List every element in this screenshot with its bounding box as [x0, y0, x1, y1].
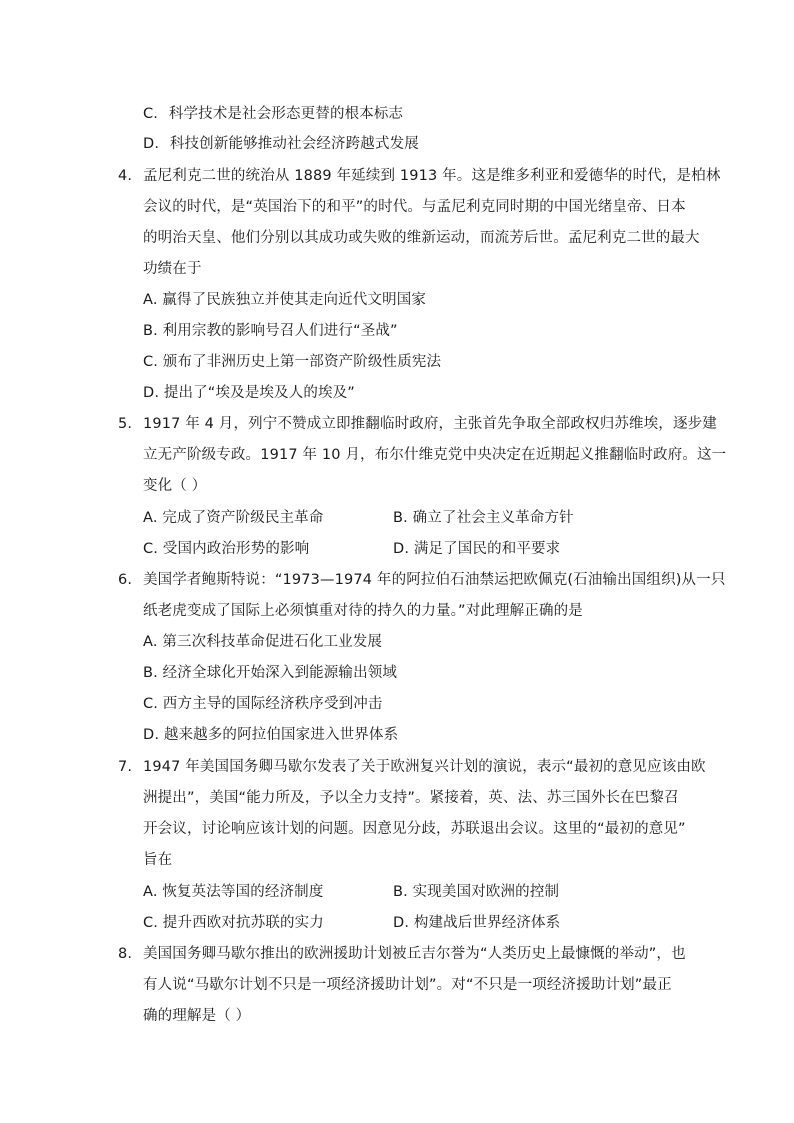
option-c: C. 提升西欧对抗苏联的实力: [143, 915, 324, 931]
question-stem-line: 美国国务卿马歇尔推出的欧洲援助计划被丘吉尔誉为“人类历史上最慷慨的举动”，也: [143, 946, 686, 962]
option-a: A. 恢复英法等国的经济制度: [143, 884, 324, 900]
option-c: C. 西方主导的国际经济秩序受到冲击: [143, 696, 383, 712]
option-a: A. 赢得了民族独立并使其走向近代文明国家: [143, 292, 427, 308]
prev-option-c: [143, 104, 403, 124]
option-a: A. 第三次科技革命促进石化工业发展: [143, 634, 383, 650]
question-stem-line: 的明治天皇、他们分别以其成功或失败的维新运动，而流芳后世。孟尼利克二世的最大: [143, 230, 700, 246]
option-text: 科学技术是社会形态更替的根本标志: [168, 106, 404, 122]
prev-option-d: [143, 134, 419, 154]
question-number: 7.: [118, 759, 133, 775]
question-stem-line: 1917 年 4 月，列宁不赞成立即推翻临时政府，主张首先争取全部政权归苏维埃，逐步建: [143, 416, 717, 432]
question-number: 4.: [118, 168, 133, 184]
option-b: B. 确立了社会主义革命方针: [393, 510, 574, 526]
option-d: D. 越来越多的阿拉伯国家进入世界体系: [143, 727, 399, 743]
question-stem-line: 功绩在于: [143, 261, 202, 277]
question-stem-line: 美国学者鲍斯特说：“1973—1974 年的阿拉伯石油禁运把欧佩克(石油输出国组织)从一只: [143, 572, 726, 588]
option-c: C. 颁布了非洲历史上第一部资产阶级性质宪法: [143, 354, 442, 370]
question-stem-line: 立无产阶级专政。1917 年 10 月，布尔什维克党中央决定在近期起义推翻临时政府。这一: [143, 447, 727, 463]
question-stem-line: 纸老虎变成了国际上必须慎重对待的持久的力量。”对此理解正确的是: [143, 603, 583, 619]
question-stem-line: 会议的时代，是“英国治下的和平”的时代。与孟尼利克同时期的中国光绪皇帝、日本: [143, 199, 686, 215]
question-stem-line: 变化（ ）: [143, 478, 207, 494]
question-stem-line: 开会议，讨论响应该计划的问题。因意见分歧，苏联退出会议。这里的“最初的意见”: [143, 821, 686, 837]
question-stem-line: 洲提出”，美国“能力所及，予以全力支持”。紧接着，英、法、苏三国外长在巴黎召: [143, 790, 679, 806]
option-letter: D.: [143, 136, 160, 152]
question-stem-line: 有人说“马歇尔计划不只是一项经济援助计划”。对“不只是一项经济援助计划”最正: [143, 977, 672, 993]
option-text: 科技创新能够推动社会经济跨越式发展: [169, 136, 419, 152]
question-stem-line: 确的理解是（ ）: [143, 1008, 251, 1024]
option-b: B. 利用宗教的影响号召人们进行“圣战”: [143, 323, 398, 339]
question-stem-line: 1947 年美国国务卿马歇尔发表了关于欧洲复兴计划的演说，表示“最初的意见应该由欧: [143, 759, 706, 775]
option-b: B. 经济全球化开始深入到能源输出领域: [143, 665, 398, 681]
option-a: A. 完成了资产阶级民主革命: [143, 510, 324, 526]
option-c: C. 受国内政治形势的影响: [143, 541, 310, 557]
option-d: D. 提出了“埃及是埃及人的埃及”: [143, 385, 355, 401]
option-b: B. 实现美国对欧洲的控制: [393, 884, 560, 900]
option-d: D. 构建战后世界经济体系: [393, 915, 561, 931]
question-number: 5.: [118, 416, 133, 432]
question-number: 6.: [118, 572, 133, 588]
option-d: D. 满足了国民的和平要求: [393, 541, 561, 557]
question-stem-line: 孟尼利克二世的统治从 1889 年延续到 1913 年。这是维多利亚和爱德华的时代，是柏林: [143, 168, 721, 184]
question-number: 8.: [118, 946, 133, 962]
option-letter: C.: [143, 106, 159, 122]
question-stem-line: 旨在: [143, 852, 173, 868]
